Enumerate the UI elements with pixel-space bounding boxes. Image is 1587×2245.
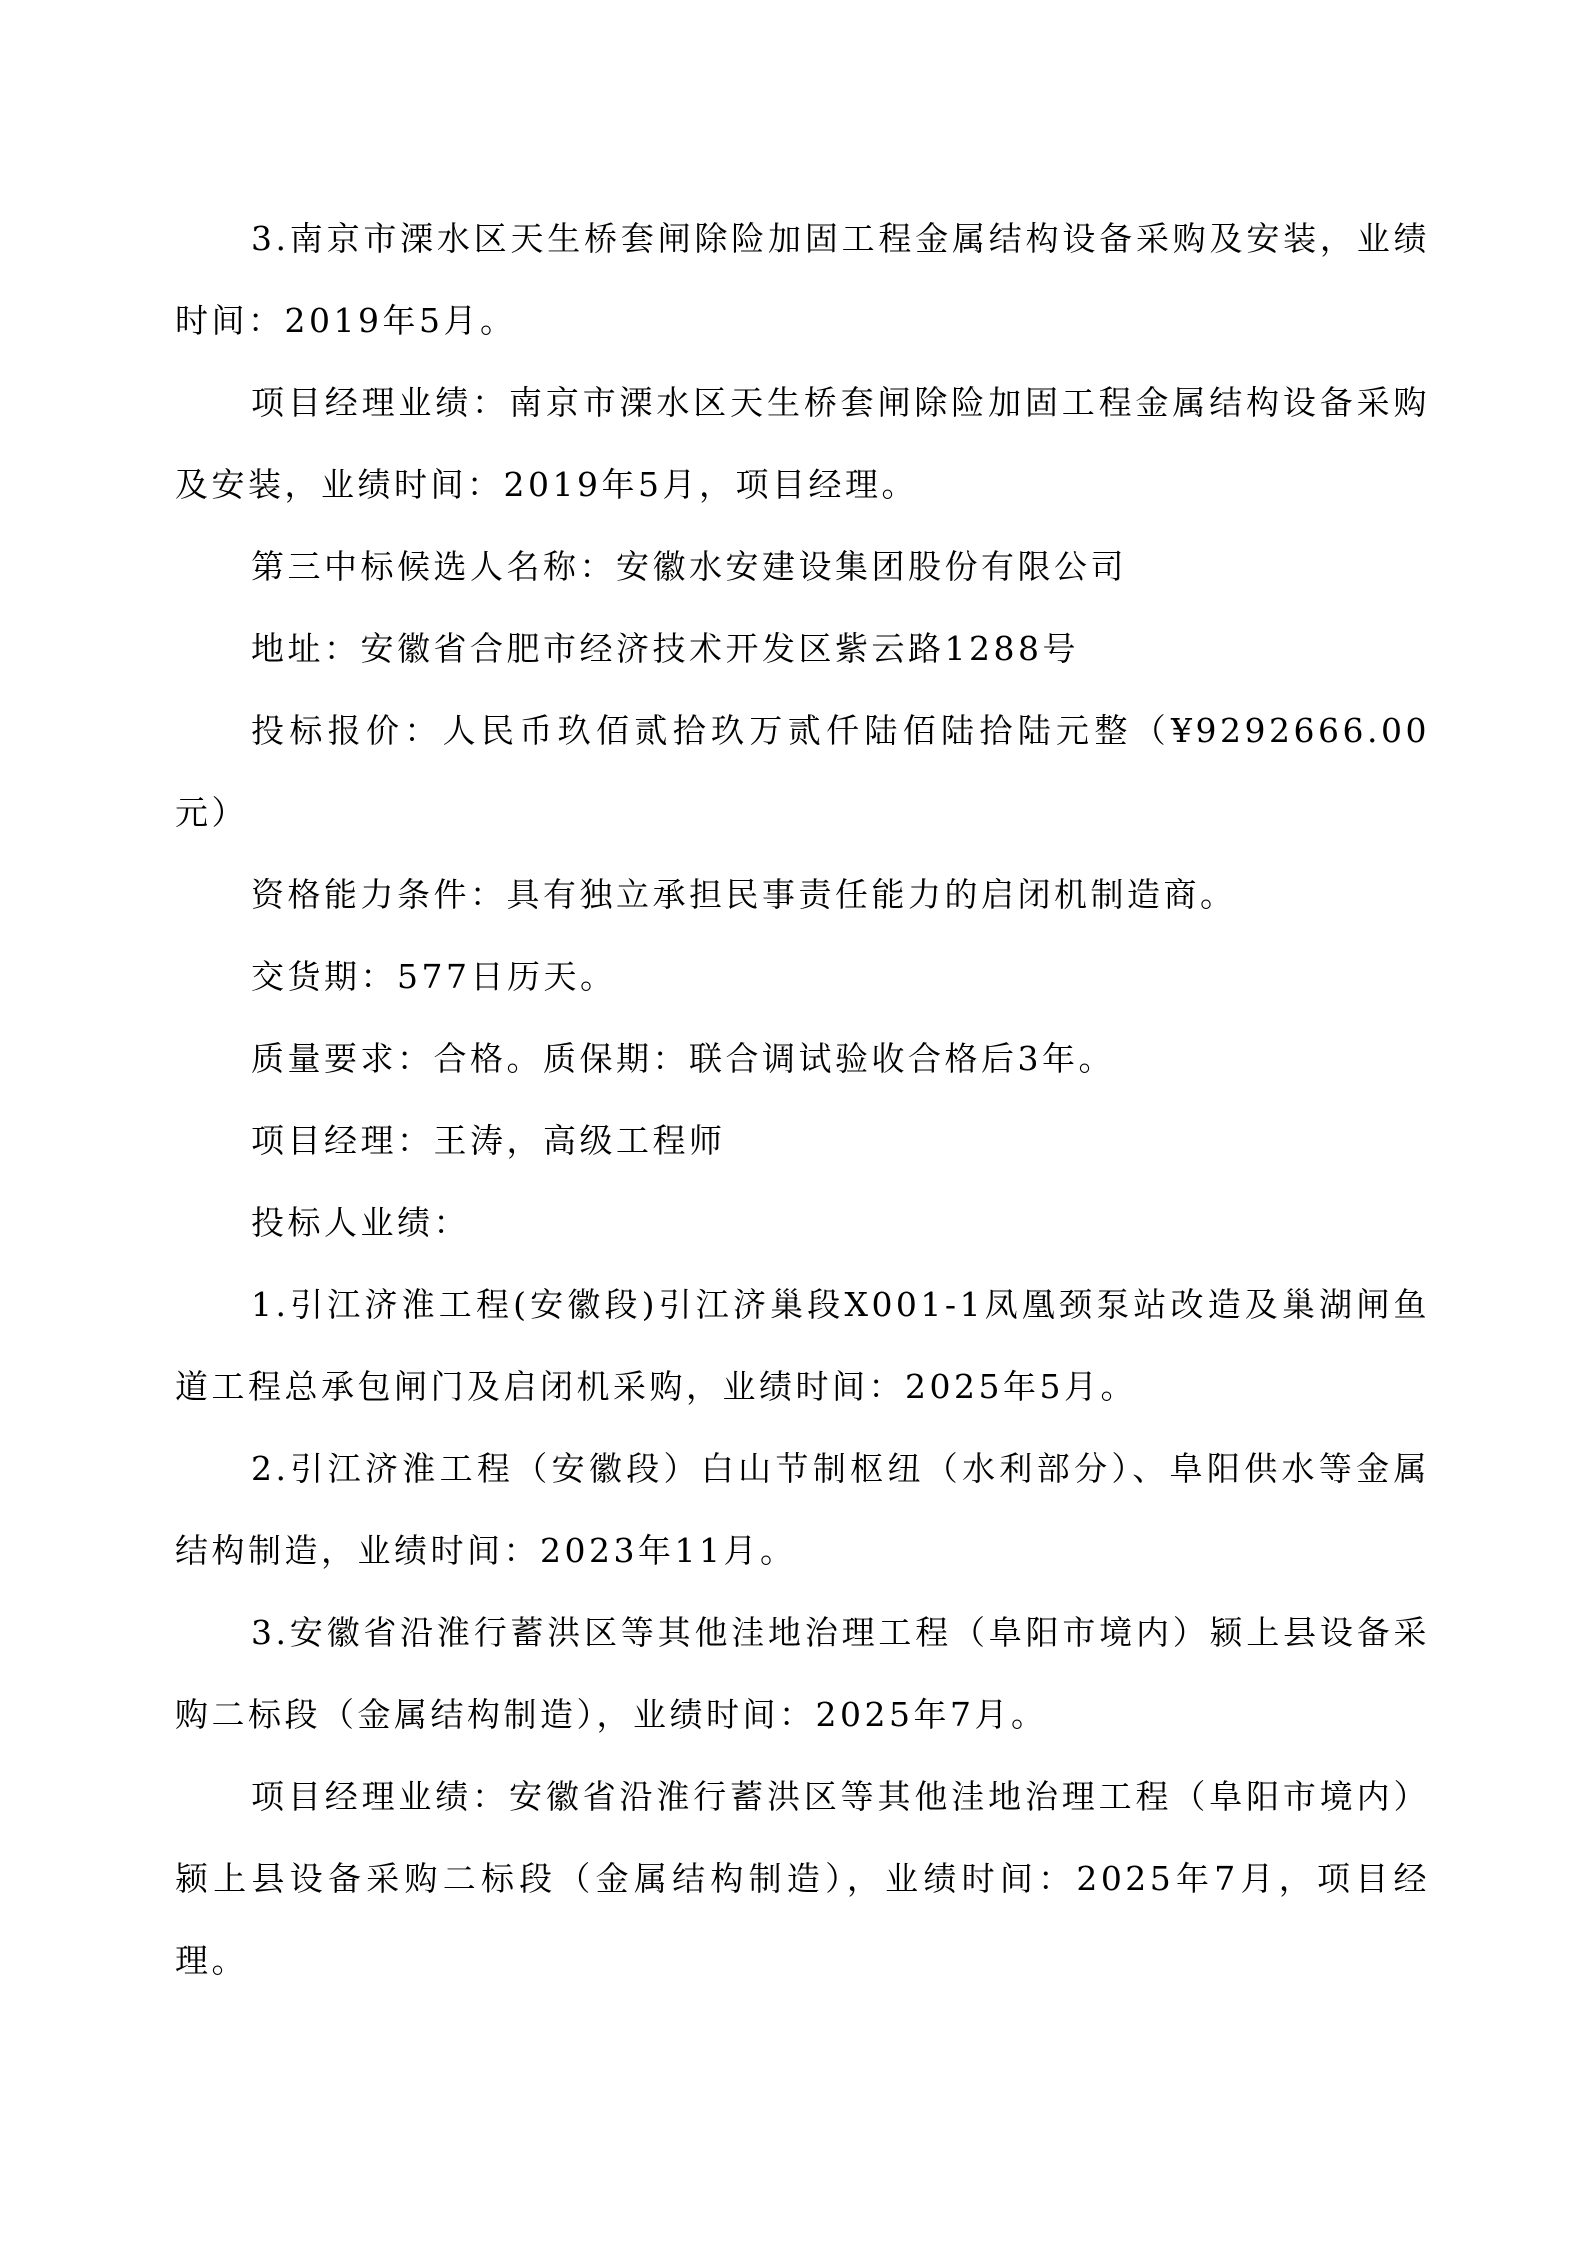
paragraph-qualification: 资格能力条件：具有独立承担民事责任能力的启闭机制造商。 bbox=[251, 875, 1237, 914]
paragraph-quality: 质量要求：合格。质保期：联合调试验收合格后3年。 bbox=[251, 1039, 1115, 1078]
paragraph-third-candidate-name: 第三中标候选人名称：安徽水安建设集团股份有限公司 bbox=[251, 547, 1127, 586]
paragraph-bidder-performance-3: 3.安徽省沿淮行蓄洪区等其他洼地治理工程（阜阳市境内）颍上县设备采购二标段（金属结构制造），业绩时间：2025年7月。 bbox=[175, 1613, 1430, 1734]
paragraph-prev-performance-3: 3.南京市溧水区天生桥套闸除险加固工程金属结构设备采购及安装，业绩时间：2019年5月。 bbox=[175, 219, 1430, 340]
paragraph-pm-performance: 项目经理业绩：安徽省沿淮行蓄洪区等其他洼地治理工程（阜阳市境内）颍上县设备采购二标段（金属结构制造），业绩时间：2025年7月，项目经理。 bbox=[175, 1777, 1430, 1980]
paragraph-address: 地址：安徽省合肥市经济技术开发区紫云路1288号 bbox=[251, 629, 1079, 668]
paragraph-delivery-period: 交货期：577日历天。 bbox=[251, 957, 617, 996]
paragraph-bidder-performance-heading: 投标人业绩： bbox=[251, 1203, 470, 1242]
paragraph-bidder-performance-1: 1.引江济淮工程(安徽段)引江济巢段X001-1凤凰颈泵站改造及巢湖闸鱼道工程总承包闸门及启闭机采购，业绩时间：2025年5月。 bbox=[175, 1285, 1430, 1406]
document-body bbox=[175, 198, 1430, 2002]
paragraph-bid-price: 投标报价：人民币玖佰贰拾玖万贰仟陆佰陆拾陆元整（¥9292666.00元） bbox=[175, 711, 1430, 832]
paragraph-project-manager: 项目经理：王涛，高级工程师 bbox=[251, 1121, 726, 1160]
paragraph-prev-pm-performance: 项目经理业绩：南京市溧水区天生桥套闸除险加固工程金属结构设备采购及安装，业绩时间：2019年5月，项目经理。 bbox=[175, 383, 1430, 504]
paragraph-bidder-performance-2: 2.引江济淮工程（安徽段）白山节制枢纽（水利部分）、阜阳供水等金属结构制造，业绩时间：2023年11月。 bbox=[175, 1449, 1430, 1570]
